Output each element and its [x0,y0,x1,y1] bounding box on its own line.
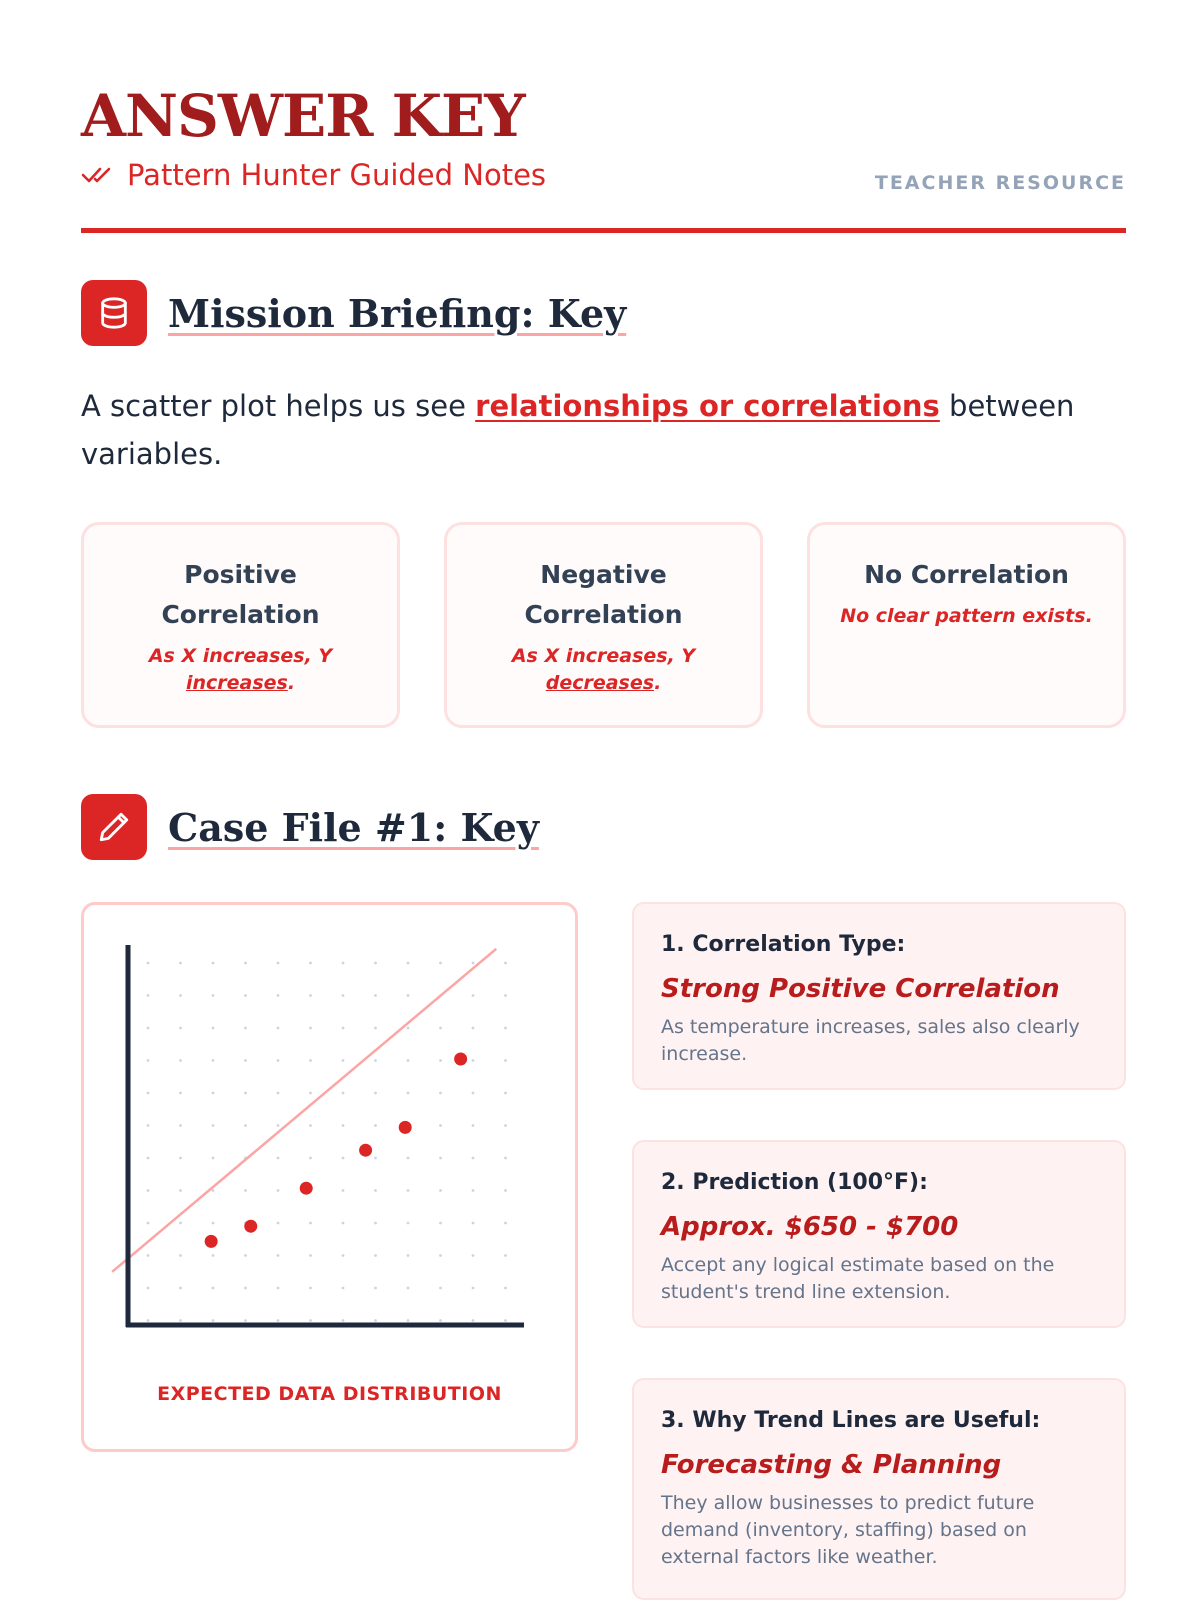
grid-dot [342,1124,345,1127]
grid-dot [277,1157,280,1160]
grid-dot [309,1092,312,1095]
grid-dot [309,1287,312,1290]
grid-dot [309,994,312,997]
grid-dot [472,994,475,997]
answer-box-prediction [632,1140,1126,1328]
database-icon [81,280,147,346]
intro-text-end: between variables. [81,389,1075,471]
correlation-card-positive [81,522,400,728]
grid-dot [439,962,442,965]
grid-dot [342,1222,345,1225]
intro-text-start: A scatter plot helps us see [81,389,476,423]
grid-dot [504,1254,507,1257]
trend-line [112,949,496,1272]
grid-dot [407,1059,410,1062]
answer-label: 3. Why Trend Lines are Useful: [661,1408,1041,1433]
answer-box-correlation-type [632,902,1126,1090]
pencil-icon [81,794,147,860]
grid-dot [309,1222,312,1225]
grid-dot [244,962,247,965]
grid-dot [179,1027,182,1030]
grid-dot [504,1157,507,1160]
grid-dot [374,962,377,965]
grid-dot [407,1319,410,1322]
grid-dot [309,1254,312,1257]
mission-intro [81,382,1126,478]
grid-dot [407,1157,410,1160]
grid-dot [179,1222,182,1225]
grid-dot [179,1287,182,1290]
grid-dot [504,1319,507,1322]
answer-label: 1. Correlation Type: [661,932,906,957]
grid-dot [244,994,247,997]
intro-highlight: relationships or correlations [475,389,940,423]
grid-dot [277,994,280,997]
grid-dot [504,1222,507,1225]
subtitle-row [81,158,546,192]
grid-dot [504,994,507,997]
grid-dot [407,1027,410,1030]
card-desc-end: . [287,672,296,694]
grid-dot [472,962,475,965]
grid-dot [407,962,410,965]
grid-dot [212,1287,215,1290]
mission-section-title: Mission Briefing: Key [168,290,627,336]
grid-dot [147,994,150,997]
grid-dot [407,994,410,997]
case-file-section-header [81,794,539,860]
card-desc-text: As X increases, Y [511,645,696,667]
grid-dot [342,1189,345,1192]
grid-dot [277,1124,280,1127]
grid-dot [472,1124,475,1127]
grid-dot [342,1319,345,1322]
card-description [106,643,375,697]
grid-dot [244,1059,247,1062]
grid-dot [472,1027,475,1030]
grid-dot [179,1157,182,1160]
answer-value: Forecasting & Planning [661,1450,1002,1480]
grid-dot [439,1319,442,1322]
data-point [205,1235,218,1248]
grid-dot [342,994,345,997]
grid-dot [472,1157,475,1160]
grid-dot [147,1287,150,1290]
grid-dot [309,1059,312,1062]
chart-caption: EXPECTED DATA DISTRIBUTION [157,1383,502,1405]
data-point [399,1121,412,1134]
card-desc-text: No clear pattern exists. [840,605,1093,627]
grid-dot [244,1124,247,1127]
grid-dot [504,962,507,965]
grid-dot [212,1092,215,1095]
answer-note: Accept any logical estimate based on the student's trend line extension. [661,1254,1055,1303]
grid-dot [277,1092,280,1095]
grid-dot [342,1027,345,1030]
grid-dot [374,1059,377,1062]
grid-dot [472,1222,475,1225]
grid-dot [179,1092,182,1095]
grid-dot [407,1222,410,1225]
grid-dot [244,1092,247,1095]
answer-note: As temperature increases, sales also clearly increase. [661,1016,1080,1065]
case-file-section-title: Case File #1: Key [168,804,539,850]
grid-dot [277,1027,280,1030]
page-subtitle: Pattern Hunter Guided Notes [127,158,547,192]
page-title: ANSWER KEY [81,82,525,150]
grid-dot [309,1157,312,1160]
correlation-card-negative [444,522,763,728]
grid-dot [244,1319,247,1322]
resource-tag: TEACHER RESOURCE [874,172,1126,194]
grid-dot [504,1027,507,1030]
correlation-cards [81,522,1126,728]
grid-dot [277,1254,280,1257]
grid-dot [277,1059,280,1062]
grid-dot [504,1124,507,1127]
card-title: Negative Correlation [524,560,683,629]
grid-dot [277,1189,280,1192]
grid-dot [147,962,150,965]
grid-dot [342,962,345,965]
card-description [832,603,1101,630]
grid-dot [147,1059,150,1062]
grid-dot [342,1059,345,1062]
grid-dot [472,1092,475,1095]
grid-dot [147,1254,150,1257]
grid-dot [439,1157,442,1160]
grid-dot [374,1124,377,1127]
grid-dot [439,1092,442,1095]
grid-dot [504,1059,507,1062]
grid-dot [374,1189,377,1192]
grid-dot [212,994,215,997]
grid-dot [212,962,215,965]
grid-dot [212,1059,215,1062]
card-title: Positive Correlation [161,560,320,629]
answer-value: Strong Positive Correlation [661,974,1060,1004]
mission-section-header [81,280,626,346]
grid-dot [504,1092,507,1095]
grid-dot [309,1027,312,1030]
grid-dot [374,994,377,997]
grid-dot [504,1189,507,1192]
data-point [300,1182,313,1195]
grid-dot [504,1287,507,1290]
grid-dot [244,1189,247,1192]
grid-dot [439,1287,442,1290]
grid-dot [309,1124,312,1127]
scatter-chart-panel [81,902,578,1452]
grid-dot [212,1124,215,1127]
card-title: No Correlation [864,560,1069,589]
correlation-card-none [807,522,1126,728]
grid-dot [212,1254,215,1257]
grid-dot [472,1059,475,1062]
grid-dot [277,1287,280,1290]
grid-dot [374,1254,377,1257]
double-check-icon [81,164,113,186]
grid-dot [244,1254,247,1257]
grid-dot [472,1189,475,1192]
data-point [359,1144,372,1157]
answer-value: Approx. $650 - $700 [661,1212,959,1242]
card-desc-end: . [654,672,662,694]
grid-dot [212,1319,215,1322]
grid-dot [472,1319,475,1322]
grid-dot [244,1287,247,1290]
grid-dot [407,1092,410,1095]
grid-dot [439,1059,442,1062]
grid-dot [439,1222,442,1225]
grid-dot [342,1254,345,1257]
grid-dot [147,1092,150,1095]
grid-dot [407,1189,410,1192]
grid-dot [342,1092,345,1095]
answer-note: They allow businesses to predict future demand (inventory, staffing) based on external factors like weather. [661,1492,1035,1568]
grid-dot [179,1254,182,1257]
grid-dot [277,1319,280,1322]
grid-dot [179,1059,182,1062]
grid-dot [179,962,182,965]
card-desc-emphasis: increases [185,672,288,694]
grid-dot [342,1287,345,1290]
data-point [244,1220,257,1233]
grid-dot [212,1157,215,1160]
grid-dot [179,994,182,997]
grid-dot [407,1254,410,1257]
card-desc-text: As X increases, Y [148,645,333,667]
grid-dot [147,1027,150,1030]
grid-dot [147,1222,150,1225]
grid-dot [342,1157,345,1160]
grid-dot [439,1027,442,1030]
grid-dot [147,1189,150,1192]
grid-dot [147,1124,150,1127]
answer-key-page [81,0,1126,1600]
answer-box-trend-lines [632,1378,1126,1600]
grid-dot [374,1287,377,1290]
grid-dot [407,1287,410,1290]
card-description [469,643,738,697]
grid-dot [277,962,280,965]
answer-label: 2. Prediction (100°F): [661,1170,928,1195]
grid-dot [244,1027,247,1030]
grid-dot [374,1222,377,1225]
data-point [454,1053,467,1066]
scatter-chart [84,905,575,1375]
grid-dot [472,1287,475,1290]
grid-dot [374,1157,377,1160]
grid-dot [439,1189,442,1192]
card-desc-emphasis: decreases [545,672,655,694]
grid-dot [472,1254,475,1257]
grid-dot [212,1189,215,1192]
grid-dot [439,1124,442,1127]
grid-dot [179,1189,182,1192]
grid-dot [212,1027,215,1030]
grid-dot [374,1319,377,1322]
grid-dot [212,1222,215,1225]
grid-dot [309,962,312,965]
grid-dot [147,1319,150,1322]
header-divider [81,228,1126,233]
grid-dot [439,1254,442,1257]
grid-dot [374,1027,377,1030]
grid-dot [179,1124,182,1127]
grid-dot [147,1157,150,1160]
grid-dot [277,1222,280,1225]
grid-dot [179,1319,182,1322]
grid-dot [374,1092,377,1095]
grid-dot [309,1319,312,1322]
